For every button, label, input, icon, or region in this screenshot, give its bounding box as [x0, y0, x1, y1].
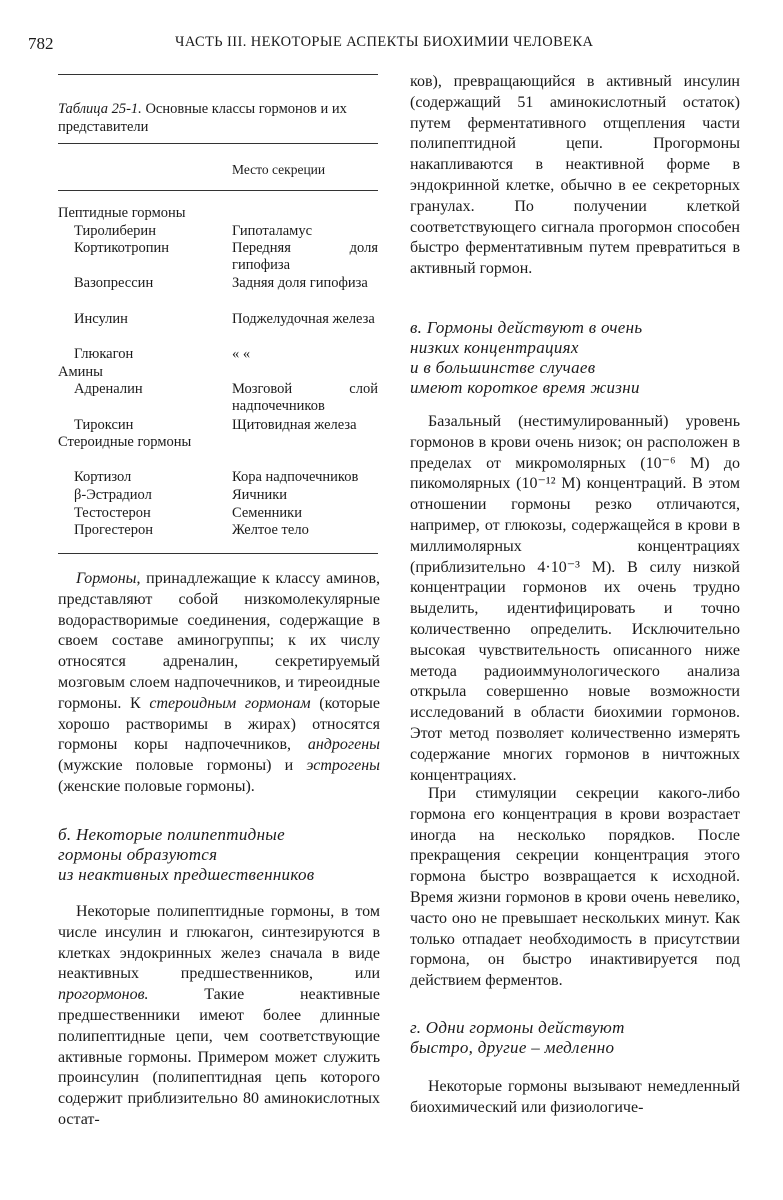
section-heading-line: б. Некоторые полипептидные	[58, 825, 285, 844]
section-heading-line: из неактивных предшественников	[58, 865, 315, 884]
right-paragraph-stimulation	[410, 784, 740, 992]
table-row-name: Вазопрессин	[74, 275, 154, 291]
paragraph-text: Такие неактивные предшественники имеют более длинные полипептидные цепи, чем соответствующие активные гормоны. Примером может служить проинсулин (полипептидная цепь которого содержит приблизительно 80 аминокислотных остат-	[58, 986, 380, 1128]
table-header-top-rule	[58, 143, 378, 144]
section-heading-b	[58, 825, 380, 885]
table-row-name: Прогестерон	[74, 522, 153, 538]
table-row-name: Инсулин	[74, 311, 128, 327]
table-row-name: Амины	[58, 364, 103, 380]
table-caption	[58, 100, 378, 136]
table-caption-label: Таблица 25-1.	[58, 101, 142, 117]
section-heading-line: быстро, другие – медленно	[410, 1038, 615, 1057]
section-heading-line: низких концентрациях	[410, 338, 579, 357]
right-paragraph-concentrations	[410, 412, 740, 786]
table-row-name: Адреналин	[74, 381, 143, 397]
italic-term: прогормонов.	[58, 986, 149, 1004]
section-heading-line: имеют короткое время жизни	[410, 378, 640, 397]
table-row-site: Кора надпочечников	[232, 469, 359, 485]
italic-term: Гормоны	[76, 570, 137, 587]
italic-term: эстрогены	[306, 757, 380, 775]
left-paragraph-prohormones	[58, 902, 380, 1131]
table-row-name: Тироксин	[74, 417, 134, 433]
paragraph-text: При стимуляции секреции какого-либо гормона его концентрация в крови возрастает иногда на несколько порядков. После прекращения секреции концентрация этого гормона быстро возвращается к исходной. Время жизни гормонов в крови очень невелико, часто оно не превышает нескольких минут. Как только отпадает необходимость в присутствии гормона, он быстро инактивируется под действием ферментов.	[410, 785, 740, 990]
table-row-name: Глюкагон	[74, 346, 134, 362]
table-row-name: β-Эстрадиол	[74, 487, 152, 503]
table-top-rule	[58, 74, 378, 75]
table-column-header: Место секреции	[232, 162, 326, 177]
section-heading-v	[410, 318, 740, 398]
italic-term: андрогены	[307, 736, 380, 754]
table-row-site: « «	[232, 346, 251, 362]
left-paragraph-hormone-classes	[58, 569, 380, 798]
table-row-site: Передняя доля гипофиза	[232, 240, 378, 273]
page-number: 782	[28, 34, 54, 53]
table-bottom-rule	[58, 553, 378, 554]
section-heading-line: г. Одни гормоны действуют	[410, 1018, 625, 1037]
table-row-site: Семенники	[232, 505, 302, 521]
paragraph-text: (которые хорошо растворимы в жирах) относятся гормоны коры надпочечников,	[58, 694, 381, 754]
table-row-site: Щитовидная железа	[232, 417, 357, 433]
table-row-name: Кортизол	[74, 469, 132, 485]
paragraph-text: (мужские половые гормоны) и	[58, 757, 307, 775]
table-header-bottom-rule	[58, 190, 378, 191]
section-heading-g	[410, 1018, 740, 1058]
table-row-site: Гипоталамус	[232, 223, 313, 239]
table-row-name: Тестостерон	[74, 505, 151, 521]
table-row-site: Мозговой слой надпочечников	[232, 381, 378, 414]
section-heading-line: в. Гормоны действуют в очень	[410, 318, 643, 337]
table-row-site: Поджелудочная железа	[232, 311, 375, 327]
paragraph-text: (женские половые гормоны).	[58, 777, 255, 795]
section-heading-line: гормоны образуются	[58, 845, 218, 864]
table-caption-text: Основные классы гормонов и их представители	[58, 101, 347, 135]
paragraph-text: Некоторые гормоны вызывают немедленный биохимический или физиологиче-	[410, 1078, 740, 1116]
table-row-site: Яичники	[232, 487, 288, 503]
italic-term: стероидным гормонам	[149, 694, 311, 712]
table-row-site: Желтое тело	[232, 522, 309, 538]
table-row-name: Кортикотропин	[74, 240, 170, 256]
paragraph-text: Некоторые полипептидные гормоны, в том числе инсулин и глюкагон, синтезируются в клетках эндокринных желез сначала в виде неактивных предшественников, или	[58, 903, 380, 983]
right-paragraph-proinsulin: ков), превращающийся в активный инсулин (содержащий 51 аминокислотный остаток) путем ферментативного отщепления части полипептидной цепи. Прогормоны накапливаются в неактивной форме в эндокринной клетке, обычно в ее секреторных гранулах. По получении клеткой соответствующего сигнала прогормон способен быстро ферментативным путем превратиться в активный гормон.	[410, 73, 740, 278]
paragraph-text: Базальный (нестимулированный) уровень гормонов в крови очень низок; он расположен в пределах от микромолярных (10⁻⁶ М) до пикомолярных (10⁻¹² М) концентраций. В этом отношении гормоны резко отличаются, например, от глюкозы, содержащейся в крови в миллимолярных концентрациях (приблизительно 4·10⁻³ М). В силу низкой концентрации гормонов их очень трудно выделить, идентифицировать и точно количественно определить. Исключительно высокая чувствительность описанного ниже метода радиоиммунологического анализа открыла совершенно новые возможности исследований в области биохимии гормонов. Этот метод позволяет количественно измерять содержание многих гормонов в ничтожных концентрациях.	[410, 413, 740, 784]
table-row-name: Тиролиберин	[74, 223, 156, 239]
right-paragraph-fast-slow	[410, 1077, 740, 1119]
section-heading-line: и в большинстве случаев	[410, 358, 596, 377]
paragraph-text: , принадлежащие к классу аминов, представляют собой низкомолекулярные водорастворимые соединения, содержащие в своем составе аминогруппы; к их числу относятся адреналин, секретируемый мозговым слоем надпочечников, и тиреоидные гормоны. К	[58, 570, 380, 712]
table-row-name: Стероидные гормоны	[58, 434, 192, 450]
table-row-name: Пептидные гормоны	[58, 205, 186, 221]
table-row-site: Задняя доля гипофиза	[232, 275, 368, 291]
running-title: ЧАСТЬ III. НЕКОТОРЫЕ АСПЕКТЫ БИОХИМИИ ЧЕЛОВЕКА	[175, 34, 594, 50]
